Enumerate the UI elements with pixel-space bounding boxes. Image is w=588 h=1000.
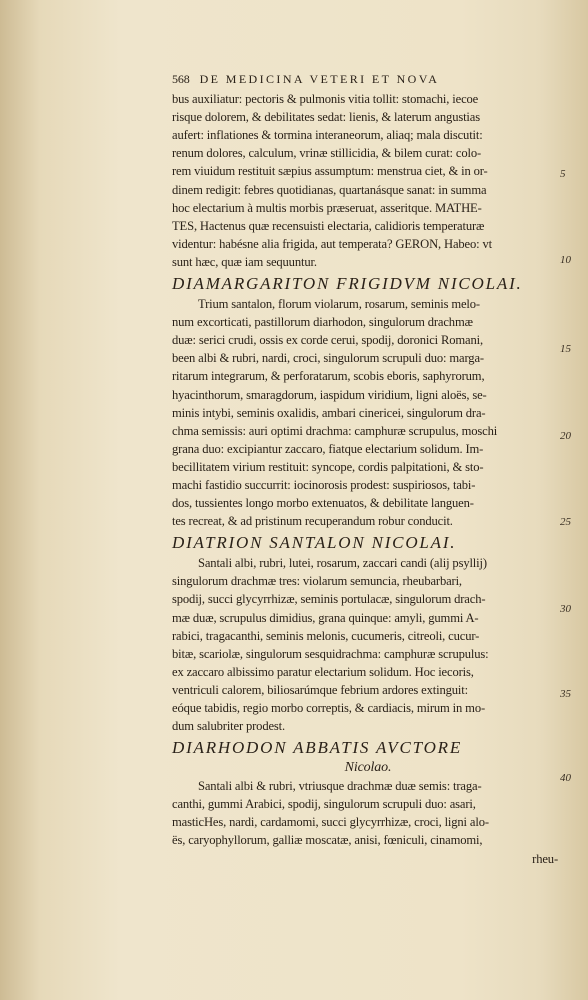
text-line: renum dolores, calculum, vrinæ stillicidia, & bilem curat: colo-: [172, 146, 482, 161]
margin-line-number: 30: [560, 603, 571, 615]
section-heading: DIARHODON ABBATIS AVCTORE: [172, 738, 463, 758]
text-line: ës, caryophyllorum, galliæ moscatæ, anisi, fœniculi, cinamomi,: [172, 833, 483, 848]
text-line: chma semissis: auri optimi drachma: camphuræ scrupulus, moschi: [172, 423, 498, 438]
page-number: 568: [172, 72, 190, 86]
text-line: grana duo: excipiantur zaccaro, fiatque electarium solidum. Im-: [172, 441, 484, 456]
text-line: num excorticati, pastillorum diarhodon, singulorum drachmæ: [172, 315, 473, 330]
text-line: risque dolorem, & debilitates sedat: lienis, & laterum angustias: [172, 110, 480, 125]
text-line: videntur: habésne alia frigida, aut temperata? GERON, Habeo: vt: [172, 236, 492, 251]
catchword: rheu-: [532, 851, 558, 866]
text-line: machi fastidio succurrit: iocinorosis prodest: suspiriosos, tabi-: [172, 477, 476, 492]
running-title: DE MEDICINA VETERI ET NOVA: [199, 72, 440, 86]
text-line: ventriculi calorem, biliosarúmque febrium ardores extinguit:: [172, 682, 468, 697]
text-line: rem viuidum restituit sæpius assumptum: menstrua ciet, & in or-: [172, 164, 488, 179]
text-line: dinem redigit: febres quotidianas, quartanásque sanat: in summa: [172, 182, 487, 197]
text-line: canthi, gummi Arabici, spodij, singulorum scrupuli duo: asari,: [172, 797, 476, 812]
margin-line-number: 35: [560, 688, 571, 700]
text-line: becillitatem virium restituit: syncope, cordis palpitationi, & sto-: [172, 459, 484, 474]
text-line: mæ duæ, scrupulus dimidius, grana quinque: amyli, gummi A-: [172, 610, 479, 625]
text-line: bitæ, scariolæ, singulorum sesquidrachma: camphuræ scrupulus:: [172, 646, 489, 661]
text-line: aufert: inflationes & tormina interaneorum, aliaq; mala discutit:: [172, 128, 483, 143]
margin-line-number: 40: [560, 772, 571, 784]
text-line: TES, Hactenus quæ recensuisti electaria, calidioris temperaturæ: [172, 218, 485, 233]
text-line: Santali albi, rubri, lutei, rosarum, zaccari candi (alij psyllij): [198, 556, 487, 571]
margin-line-number: 20: [560, 430, 571, 442]
section-heading: DIATRION SANTALON NICOLAI.: [172, 533, 457, 553]
margin-line-number: 15: [560, 343, 571, 355]
text-line: hyacinthorum, smaragdorum, iaspidum viridium, ligni aloës, se-: [172, 387, 487, 402]
text-line: hoc electarium à multis morbis præseruat, asseritque. MATHE-: [172, 200, 482, 215]
text-line: Trium santalon, florum violarum, rosarum, seminis melo-: [198, 297, 480, 312]
text-line: been albi & rubri, nardi, croci, singulorum scrupuli duo: marga-: [172, 351, 484, 366]
text-line: spodij, succi glycyrrhizæ, seminis portulacæ, singulorum drach-: [172, 592, 486, 607]
text-line: dum salubriter prodest.: [172, 719, 286, 734]
section-heading: DIAMARGARITON FRIGIDVM NICOLAI.: [172, 274, 523, 294]
running-head: [172, 70, 564, 88]
text-line: masticHes, nardi, cardamomi, succi glycyrrhizæ, croci, ligni alo-: [172, 815, 489, 830]
text-line: Santali albi & rubri, vtriusque drachmæ duæ semis: traga-: [198, 779, 482, 794]
text-line: tes recreat, & ad pristinum recuperandum robur conducit.: [172, 514, 453, 529]
text-line: bus auxiliatur: pectoris & pulmonis vitia tollit: stomachi, iecoe: [172, 92, 479, 107]
text-line: rabici, tragacanthi, seminis melonis, cucumeris, citreoli, cucur-: [172, 628, 480, 643]
margin-line-number: 10: [560, 254, 571, 266]
text-line: ex zaccaro albissimo paratur electarium solidum. Hoc iecoris,: [172, 664, 474, 679]
margin-line-number: 25: [560, 516, 571, 528]
text-line: eóque tabidis, regio morbo correptis, & cardiacis, mirum in mo-: [172, 701, 486, 715]
text-line: sunt hæc, quæ iam sequuntur.: [172, 254, 317, 269]
text-line: ritarum integrarum, & perforatarum, scobis eboris, saphyrorum,: [172, 369, 485, 384]
margin-line-number: 5: [560, 168, 566, 180]
text-line: dos, tussientes longo morbo extenuatos, & debilitate languen-: [172, 496, 474, 511]
text-line: minis intybi, seminis oxalidis, ambari cinericei, singulorum dra-: [172, 405, 486, 420]
section-subheading: Nicolao.: [344, 760, 392, 776]
text-line: singulorum drachmæ tres: violarum semuncia, rheubarbari,: [172, 574, 462, 589]
text-line: duæ: serici crudi, ossis ex corde cerui, spodij, doronici Romani,: [172, 333, 483, 348]
text-block: [172, 70, 564, 868]
